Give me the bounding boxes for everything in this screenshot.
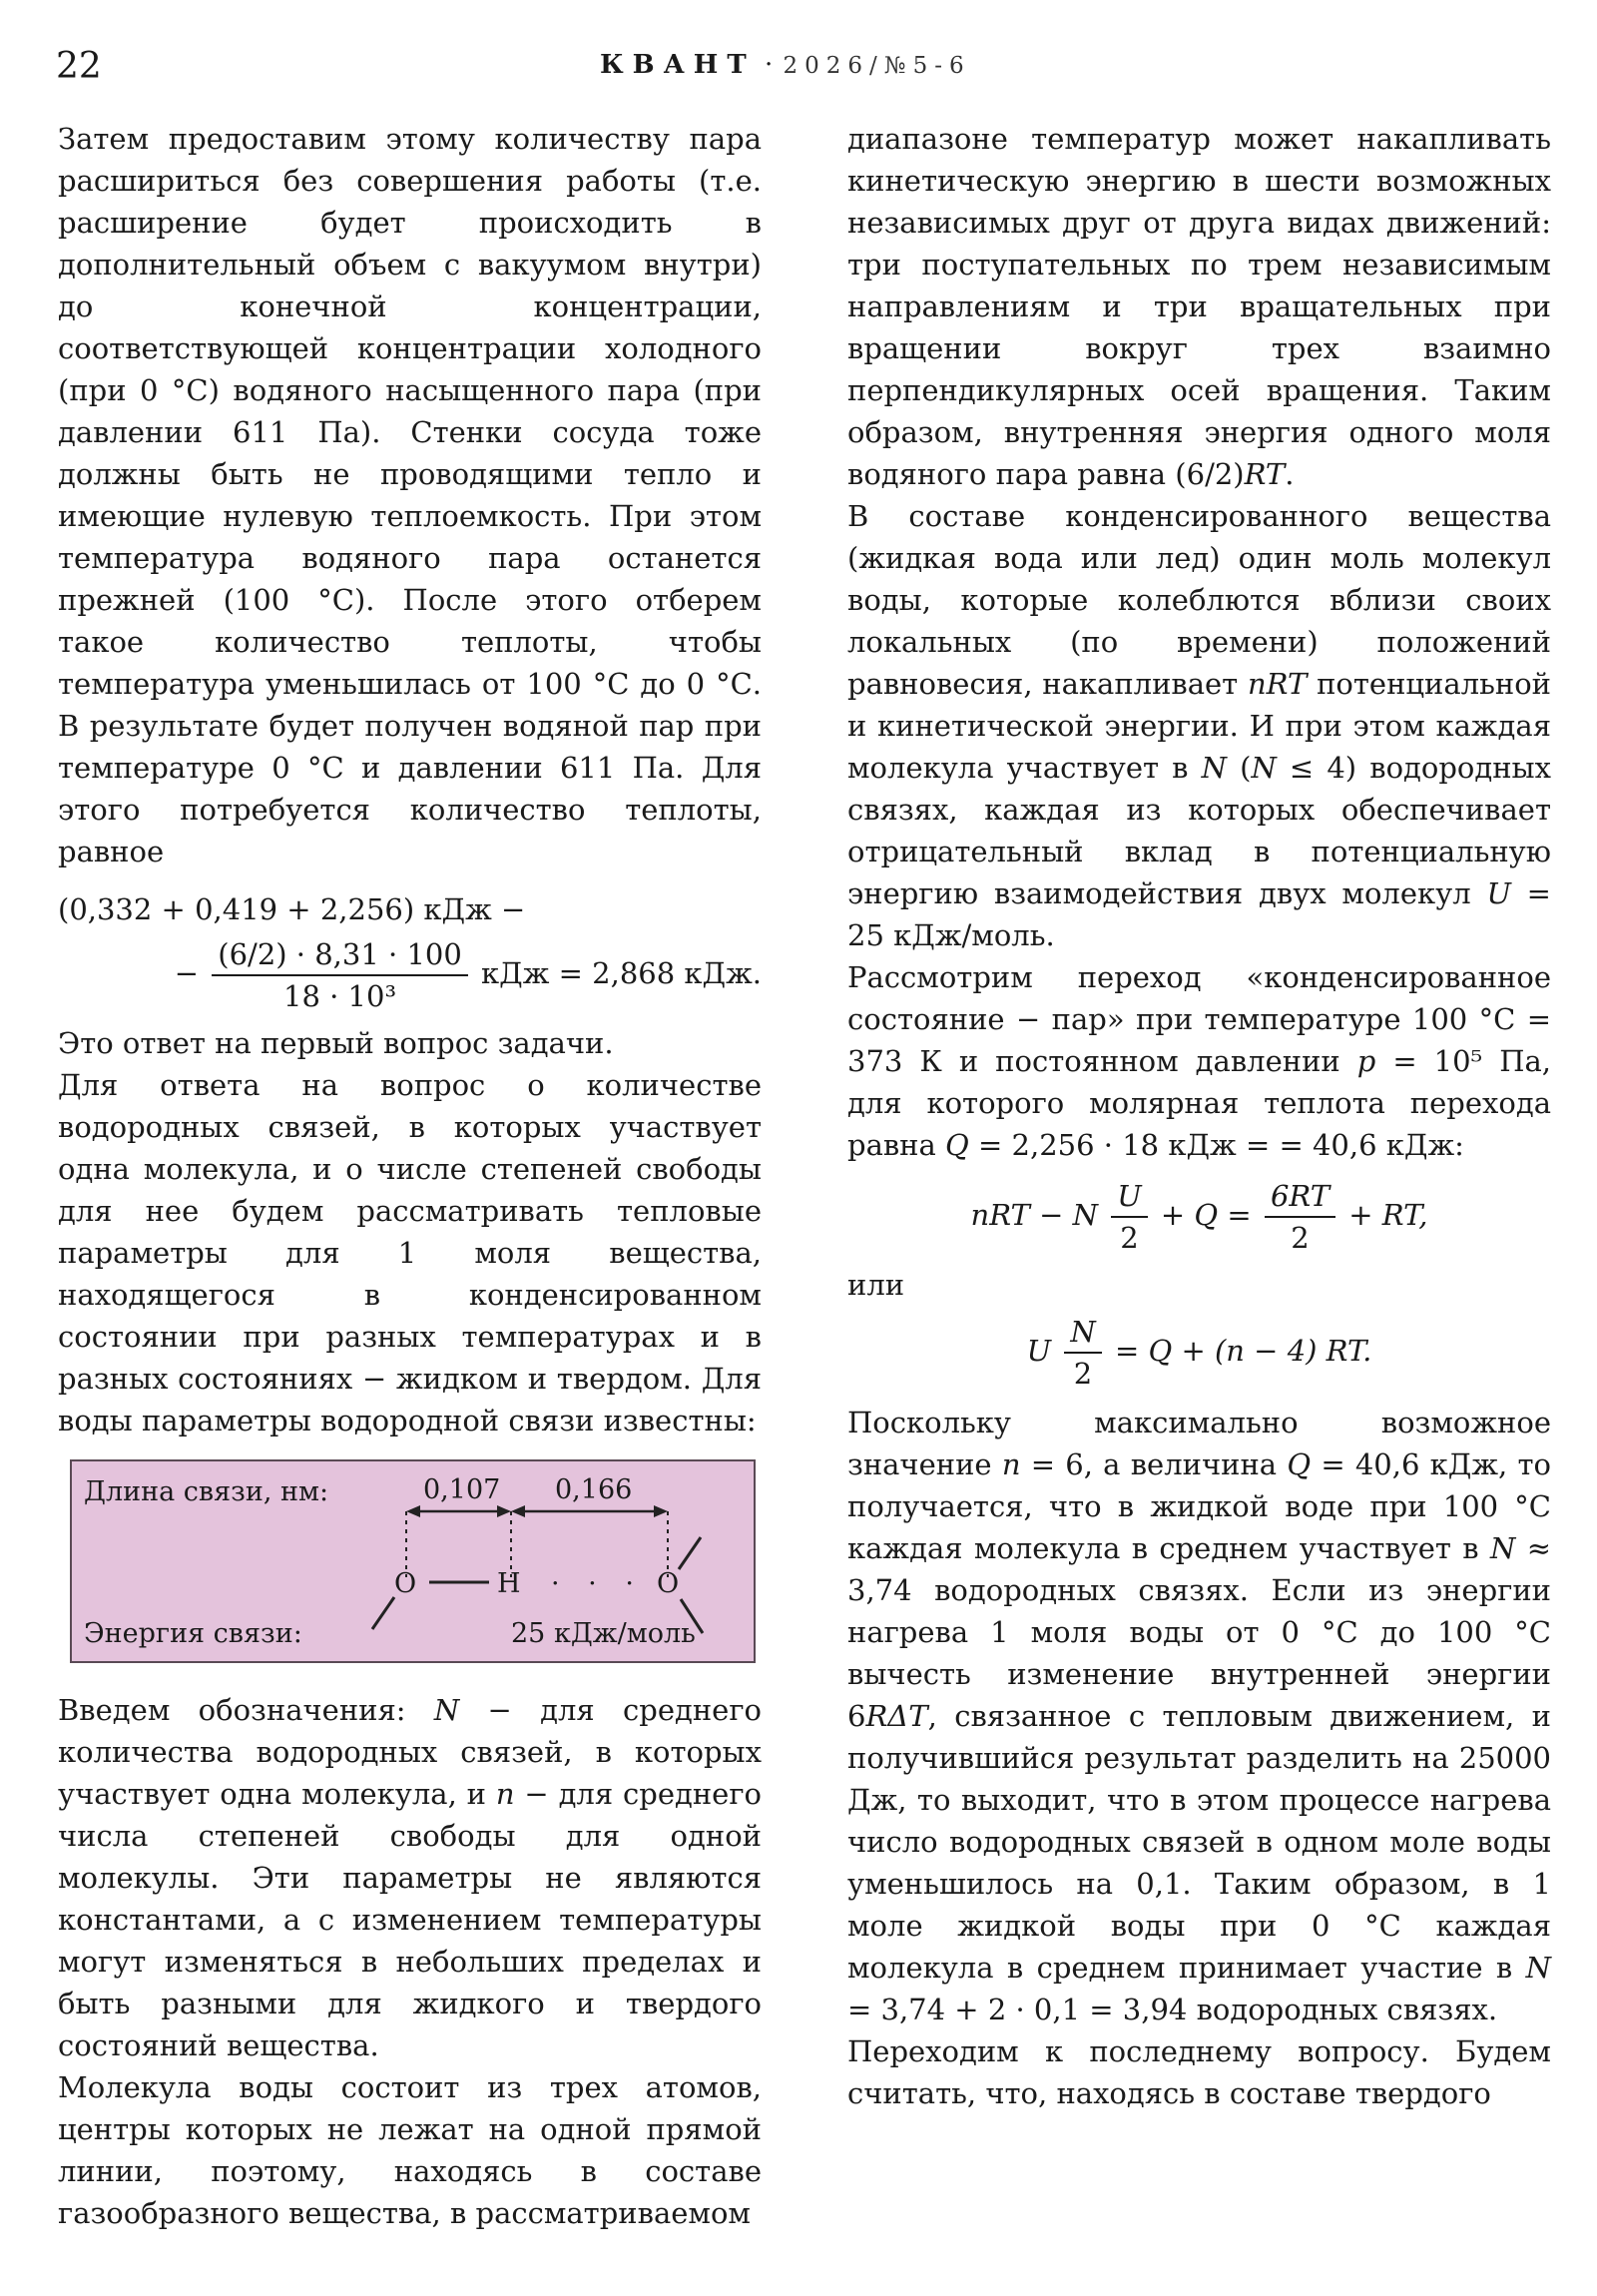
page-header [56,46,1553,96]
right-column [847,118,1551,2114]
bond-length-ho: 0,166 [555,1474,633,1505]
equation-minus: − [174,956,200,990]
bond-energy-label: Энергия связи: [84,1618,302,1649]
equation-line: (0,332 + 0,419 + 2,256) кДж − [58,892,526,926]
fraction-denominator: 18 · 10³ [283,979,397,1013]
atom-oxygen-2: O [657,1568,680,1599]
atom-hydrogen: H [497,1568,521,1599]
equation-fraction: $\frac{N}{2}$ [1064,1312,1101,1394]
equation-heat-amount [58,886,762,1016]
paragraph: Введем обозначения: N − для среднего количества водородных связей, в которых участвует одна молекула, и n − для среднего числа степеней свободы для одной молекулы. Эти параметры не являются константами, а с изменением температуры могут изменяться в небольших пределах и быть разными для жидкого и твердого состояний вещества. [58,1693,762,2062]
paragraph: Переходим к последнему вопросу. Будем считать, что, находясь в составе твердого [847,2034,1551,2110]
fraction-numerator: (6/2) · 8,31 · 100 [212,934,468,976]
equation-fraction: $\frac{6RT}{2}$ [1265,1176,1335,1258]
bond-dots: · · · [551,1568,644,1599]
paragraph: В составе конденсированного вещества (жидкая вода или лед) один моль молекул воды, которые колеблются вблизи своих локальных (по времени) положений равновесия, накапливает nRT потенциальной и кинетической энергии. И при этом каждая молекула участвует в N (N ≤ 4) водородных связях, каждая из которых обеспечивает отрицательный вклад в потенциальную энергию взаимодействия двух молекул U = 25 кДж/моль. [847,499,1551,952]
paragraph: Молекула воды состоит из трех атомов, центры которых не лежат на одной прямой линии, поэтому, находясь в составе газообразного вещества, в рассматриваемом [58,2070,762,2230]
atom-oxygen-1: O [394,1568,417,1599]
journal-name: КВАНТ [600,50,756,80]
paragraph: диапазоне температур может накапливать кинетическую энергию в шести возможных независимых друг от друга видах движений: три поступательных по трем независимым направлениям и три вращательных при вращении вокруг трех взаимно перпендикулярных осей вращения. Таким образом, внутренняя энергия одного моля водяного пара равна (6/2)RT. [847,122,1551,491]
left-column [58,118,762,2234]
equation-bonds: U $\frac{N}{2}$ = Q + (n − 4) RT. [847,1312,1551,1394]
paragraph: Поскольку максимально возможное значение n = 6, а величина Q = 40,6 кДж, то получается, что в жидкой воде при 100 °С каждая молекула в среднем участвует в N ≈ 3,74 водородных связях. Если из энергии нагрева 1 моля воды от 0 °С до 100 °С вычесть изменение внутренней энергии 6RΔT, связанное с тепловым движением, и получившийся результат разделить на 25000 Дж, то выходит, что в этом процессе нагрева число водородных связей в одном моле воды уменьшилось на 0,1. Таким образом, в 1 моле жидкой воды при 0 °С каждая молекула в среднем принимает участие в N = 3,74 + 2 · 0,1 = 3,94 водородных связях. [847,1406,1551,2026]
paragraph: Рассмотрим переход «конденсированное состояние − пар» при температуре 100 °С = 373 К и постоянном давлении p = 10⁵ Па, для которого молярная теплота перехода равна Q = 2,256 · 18 кДж = = 40,6 кДж: [847,960,1551,1162]
bond-energy-value: 25 кДж/моль [511,1618,696,1649]
issue-number: 2026/№5-6 [783,53,971,79]
paragraph: Для ответа на вопрос о количестве водородных связей, в которых участвует одна молекула, и о числе степеней свободы для нее будем рассматривать тепловые параметры для 1 моля вещества, находящегося в конденсированном состоянии при разных температурах и в разных состояниях − жидком и твердом. Для воды параметры водородной связи известны: [58,1068,762,1437]
bond-length-oh: 0,107 [423,1474,501,1505]
paragraph: Затем предоставим этому количеству пара расшириться без совершения работы (т.е. расширение будет происходить в дополнительный объем с вакуумом внутри) до конечной концентрации, соответствующей концентрации холодного (при 0 °С) водяного насыщенного пара (при давлении 611 Па). Стенки сосуда тоже должны быть не проводящими тепло и имеющие нулевую теплоемкость. При этом температура водяного пара останется прежней (100 °С). После этого отберем такое количество теплоты, чтобы температура уменьшилась от 100 °С до 0 °С. В результате будет получен водяной пар при температуре 0 °С и давлении 611 Па. Для этого потребуется количество теплоты, равное [58,122,762,868]
journal-title [600,50,971,80]
bond-length-label: Длина связи, нм: [84,1476,329,1507]
equation-line [58,934,762,1016]
paragraph: или [847,1268,905,1302]
page-number: 22 [56,46,102,87]
paragraph: Это ответ на первый вопрос задачи. [58,1026,614,1060]
header-separator: · [764,50,775,80]
equation-fraction: $\frac{U}{2}$ [1111,1176,1147,1258]
equation-energy-balance: nRT − N $\frac{U}{2}$ + Q = $\frac{6RT}{2}$ + RT, [847,1176,1551,1258]
equation-fraction [212,934,468,1016]
hydrogen-bond-figure [70,1459,756,1663]
equation-result: кДж = 2,868 кДж. [481,956,762,990]
